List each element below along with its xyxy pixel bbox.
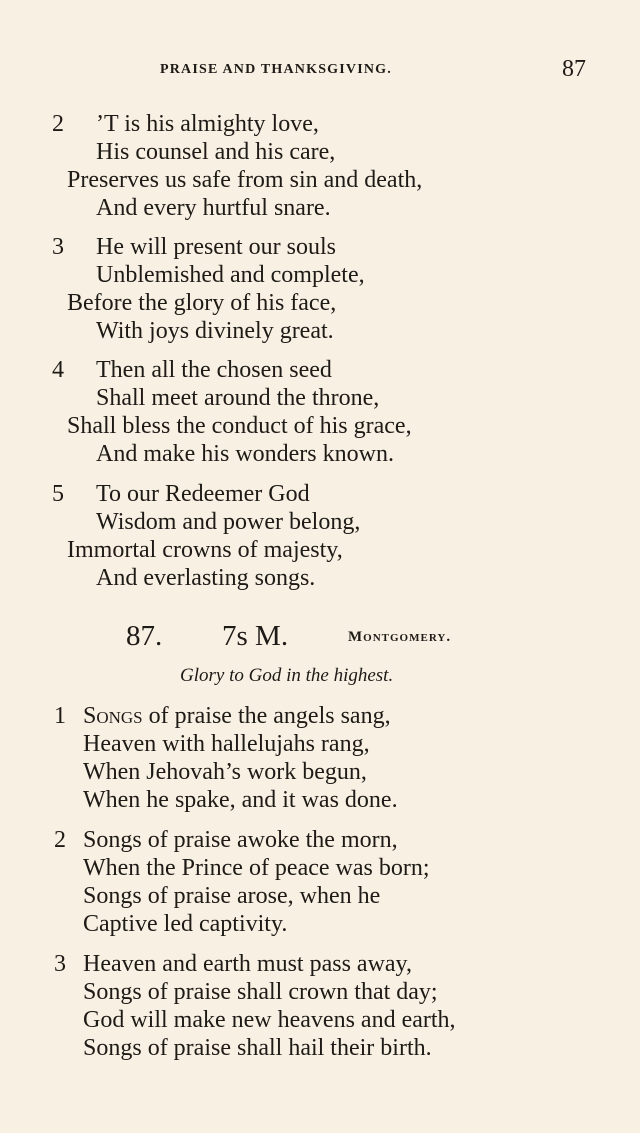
- stanza-number: 2: [52, 111, 64, 137]
- verse-line: When he spake, and it was done.: [83, 787, 398, 813]
- verse-line: Unblemished and complete,: [96, 262, 365, 288]
- hymn-number: 87.: [126, 620, 163, 652]
- verse-line: Wisdom and power belong,: [96, 509, 361, 535]
- verse-line: Songs of praise awoke the morn,: [83, 827, 398, 853]
- verse-line: To our Redeemer God: [96, 481, 310, 507]
- stanza-number: 2: [54, 827, 66, 853]
- verse-line: Songs of praise shall crown that day;: [83, 979, 438, 1005]
- running-head: PRAISE AND THANKSGIVING.: [160, 62, 392, 77]
- verse-line: With joys divinely great.: [96, 318, 334, 344]
- verse-line: Immortal crowns of majesty,: [67, 537, 343, 563]
- verse-line: Songs of praise shall hail their birth.: [83, 1035, 432, 1061]
- stanza-number: 5: [52, 481, 64, 507]
- hymn-subtitle: Glory to God in the highest.: [180, 665, 394, 686]
- verse-line: Shall bless the conduct of his grace,: [67, 413, 412, 439]
- verse-line: Songs of praise arose, when he: [83, 883, 381, 909]
- verse-line: Heaven and earth must pass away,: [83, 951, 412, 977]
- verse-line: Preserves us safe from sin and death,: [67, 167, 423, 193]
- verse-line: Then all the chosen seed: [96, 357, 332, 383]
- verse-line: God will make new heavens and earth,: [83, 1007, 456, 1033]
- first-line-rest: of praise the angels sang,: [142, 703, 391, 729]
- hymn-heading: [0, 620, 640, 652]
- stanza-number: 3: [52, 234, 64, 260]
- stanza-number: 4: [52, 357, 64, 383]
- stanza-number: 1: [54, 703, 66, 729]
- verse-line: Shall meet around the throne,: [96, 385, 380, 411]
- verse-line: When Jehovah’s work begun,: [83, 759, 367, 785]
- small-caps-first-word: Songs: [83, 703, 143, 729]
- verse-line: And everlasting songs.: [96, 565, 316, 591]
- verse-line: Heaven with hallelujahs rang,: [83, 731, 370, 757]
- verse-line: Captive led captivity.: [83, 911, 288, 937]
- verse-line: [83, 702, 391, 730]
- verse-line: He will present our souls: [96, 234, 336, 260]
- verse-line: And make his wonders known.: [96, 441, 394, 467]
- verse-line: ’T is his almighty love,: [96, 111, 319, 137]
- page-header: [0, 56, 640, 86]
- hymn-author: Montgomery.: [348, 629, 452, 645]
- verse-line: Before the glory of his face,: [67, 290, 337, 316]
- verse-line: And every hurtful snare.: [96, 195, 331, 221]
- page-number: 87: [562, 56, 586, 82]
- verse-line: When the Prince of peace was born;: [83, 855, 430, 881]
- verse-line: His counsel and his care,: [96, 139, 336, 165]
- hymn-meter: 7s M.: [222, 620, 289, 652]
- stanza-number: 3: [54, 951, 66, 977]
